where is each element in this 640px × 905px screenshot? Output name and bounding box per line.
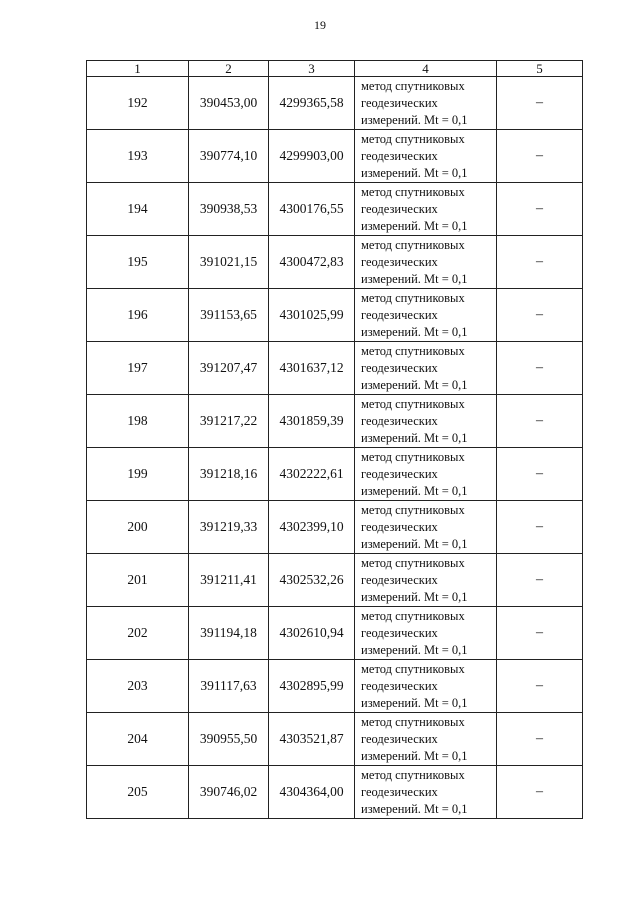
coordinate-y: 4302610,94 — [269, 607, 355, 660]
table-row — [87, 236, 583, 289]
coordinate-y: 4301637,12 — [269, 342, 355, 395]
header-col-4: 4 — [355, 61, 497, 77]
method-line-1: метод спутниковых — [361, 714, 465, 729]
method-line-2: геодезических — [361, 784, 438, 799]
column-5-value: – — [497, 183, 583, 236]
coordinate-x: 391194,18 — [189, 607, 269, 660]
method-line-2: геодезических — [361, 148, 438, 163]
point-number: 204 — [87, 713, 189, 766]
column-5-value: – — [497, 554, 583, 607]
method-line-3: измерений. Mt = 0,1 — [361, 377, 468, 392]
method-line-1: метод спутниковых — [361, 767, 465, 782]
table-row — [87, 448, 583, 501]
coordinate-y: 4302222,61 — [269, 448, 355, 501]
column-5-value: – — [497, 395, 583, 448]
method-line-2: геодезических — [361, 625, 438, 640]
coordinate-x: 390938,53 — [189, 183, 269, 236]
method-line-1: метод спутниковых — [361, 502, 465, 517]
method-line-1: метод спутниковых — [361, 661, 465, 676]
method-line-2: геодезических — [361, 254, 438, 269]
method-description — [355, 77, 497, 130]
method-line-1: метод спутниковых — [361, 555, 465, 570]
header-col-2: 2 — [189, 61, 269, 77]
coordinate-y: 4303521,87 — [269, 713, 355, 766]
point-number: 203 — [87, 660, 189, 713]
header-col-3: 3 — [269, 61, 355, 77]
point-number: 193 — [87, 130, 189, 183]
method-line-3: измерений. Mt = 0,1 — [361, 483, 468, 498]
method-line-2: геодезических — [361, 413, 438, 428]
method-line-1: метод спутниковых — [361, 78, 465, 93]
coordinate-x: 390955,50 — [189, 713, 269, 766]
method-line-2: геодезических — [361, 466, 438, 481]
method-line-1: метод спутниковых — [361, 131, 465, 146]
method-description — [355, 130, 497, 183]
point-number: 198 — [87, 395, 189, 448]
method-line-2: геодезических — [361, 95, 438, 110]
coordinate-y: 4300472,83 — [269, 236, 355, 289]
method-description — [355, 501, 497, 554]
method-line-2: геодезических — [361, 519, 438, 534]
coordinate-y: 4300176,55 — [269, 183, 355, 236]
table-body — [87, 77, 583, 819]
coordinate-x: 390453,00 — [189, 77, 269, 130]
table-row — [87, 342, 583, 395]
column-5-value: – — [497, 130, 583, 183]
point-number: 197 — [87, 342, 189, 395]
coordinate-y: 4302895,99 — [269, 660, 355, 713]
column-5-value: – — [497, 77, 583, 130]
method-description — [355, 713, 497, 766]
table-row — [87, 607, 583, 660]
point-number: 202 — [87, 607, 189, 660]
method-line-1: метод спутниковых — [361, 290, 465, 305]
method-line-2: геодезических — [361, 360, 438, 375]
method-line-3: измерений. Mt = 0,1 — [361, 748, 468, 763]
column-5-value: – — [497, 766, 583, 819]
coordinate-x: 390746,02 — [189, 766, 269, 819]
method-line-3: измерений. Mt = 0,1 — [361, 430, 468, 445]
method-line-1: метод спутниковых — [361, 449, 465, 464]
method-description — [355, 448, 497, 501]
table-row — [87, 766, 583, 819]
method-line-3: измерений. Mt = 0,1 — [361, 801, 468, 816]
point-number: 199 — [87, 448, 189, 501]
column-5-value: – — [497, 501, 583, 554]
coordinate-y: 4299365,58 — [269, 77, 355, 130]
table-row — [87, 289, 583, 342]
coordinates-table — [86, 60, 583, 819]
coordinate-y: 4301859,39 — [269, 395, 355, 448]
point-number: 205 — [87, 766, 189, 819]
coordinate-x: 391117,63 — [189, 660, 269, 713]
point-number: 192 — [87, 77, 189, 130]
coordinate-x: 391153,65 — [189, 289, 269, 342]
column-5-value: – — [497, 236, 583, 289]
method-line-3: измерений. Mt = 0,1 — [361, 271, 468, 286]
method-line-3: измерений. Mt = 0,1 — [361, 589, 468, 604]
point-number: 195 — [87, 236, 189, 289]
method-line-2: геодезических — [361, 731, 438, 746]
coordinate-x: 391211,41 — [189, 554, 269, 607]
column-5-value: – — [497, 607, 583, 660]
column-5-value: – — [497, 448, 583, 501]
method-line-1: метод спутниковых — [361, 608, 465, 623]
coordinate-x: 391207,47 — [189, 342, 269, 395]
method-line-3: измерений. Mt = 0,1 — [361, 695, 468, 710]
coordinate-y: 4302399,10 — [269, 501, 355, 554]
coordinate-y: 4302532,26 — [269, 554, 355, 607]
table-row — [87, 77, 583, 130]
method-description — [355, 395, 497, 448]
coordinate-y: 4299903,00 — [269, 130, 355, 183]
method-line-3: измерений. Mt = 0,1 — [361, 536, 468, 551]
table-row — [87, 713, 583, 766]
coordinate-y: 4301025,99 — [269, 289, 355, 342]
coordinate-y: 4304364,00 — [269, 766, 355, 819]
method-description — [355, 766, 497, 819]
method-description — [355, 660, 497, 713]
method-line-2: геодезических — [361, 572, 438, 587]
table-header-row — [87, 61, 583, 77]
point-number: 196 — [87, 289, 189, 342]
point-number: 200 — [87, 501, 189, 554]
point-number: 194 — [87, 183, 189, 236]
method-line-3: измерений. Mt = 0,1 — [361, 218, 468, 233]
method-line-1: метод спутниковых — [361, 184, 465, 199]
method-line-3: измерений. Mt = 0,1 — [361, 642, 468, 657]
method-description — [355, 607, 497, 660]
method-description — [355, 554, 497, 607]
header-col-5: 5 — [497, 61, 583, 77]
table-row — [87, 501, 583, 554]
method-line-3: измерений. Mt = 0,1 — [361, 112, 468, 127]
column-5-value: – — [497, 713, 583, 766]
table-row — [87, 660, 583, 713]
table-row — [87, 183, 583, 236]
method-line-1: метод спутниковых — [361, 237, 465, 252]
method-line-2: геодезических — [361, 678, 438, 693]
page-number: 19 — [314, 18, 326, 32]
coordinate-x: 391218,16 — [189, 448, 269, 501]
method-description — [355, 289, 497, 342]
method-description — [355, 183, 497, 236]
coordinate-x: 390774,10 — [189, 130, 269, 183]
coordinate-x: 391217,22 — [189, 395, 269, 448]
method-description — [355, 342, 497, 395]
column-5-value: – — [497, 289, 583, 342]
method-line-2: геодезических — [361, 201, 438, 216]
column-5-value: – — [497, 660, 583, 713]
method-line-3: измерений. Mt = 0,1 — [361, 165, 468, 180]
table-row — [87, 554, 583, 607]
method-description — [355, 236, 497, 289]
method-line-1: метод спутниковых — [361, 396, 465, 411]
table-row — [87, 130, 583, 183]
method-line-1: метод спутниковых — [361, 343, 465, 358]
table-row — [87, 395, 583, 448]
method-line-2: геодезических — [361, 307, 438, 322]
coordinate-x: 391219,33 — [189, 501, 269, 554]
method-line-3: измерений. Mt = 0,1 — [361, 324, 468, 339]
coordinate-x: 391021,15 — [189, 236, 269, 289]
header-col-1: 1 — [87, 61, 189, 77]
point-number: 201 — [87, 554, 189, 607]
column-5-value: – — [497, 342, 583, 395]
